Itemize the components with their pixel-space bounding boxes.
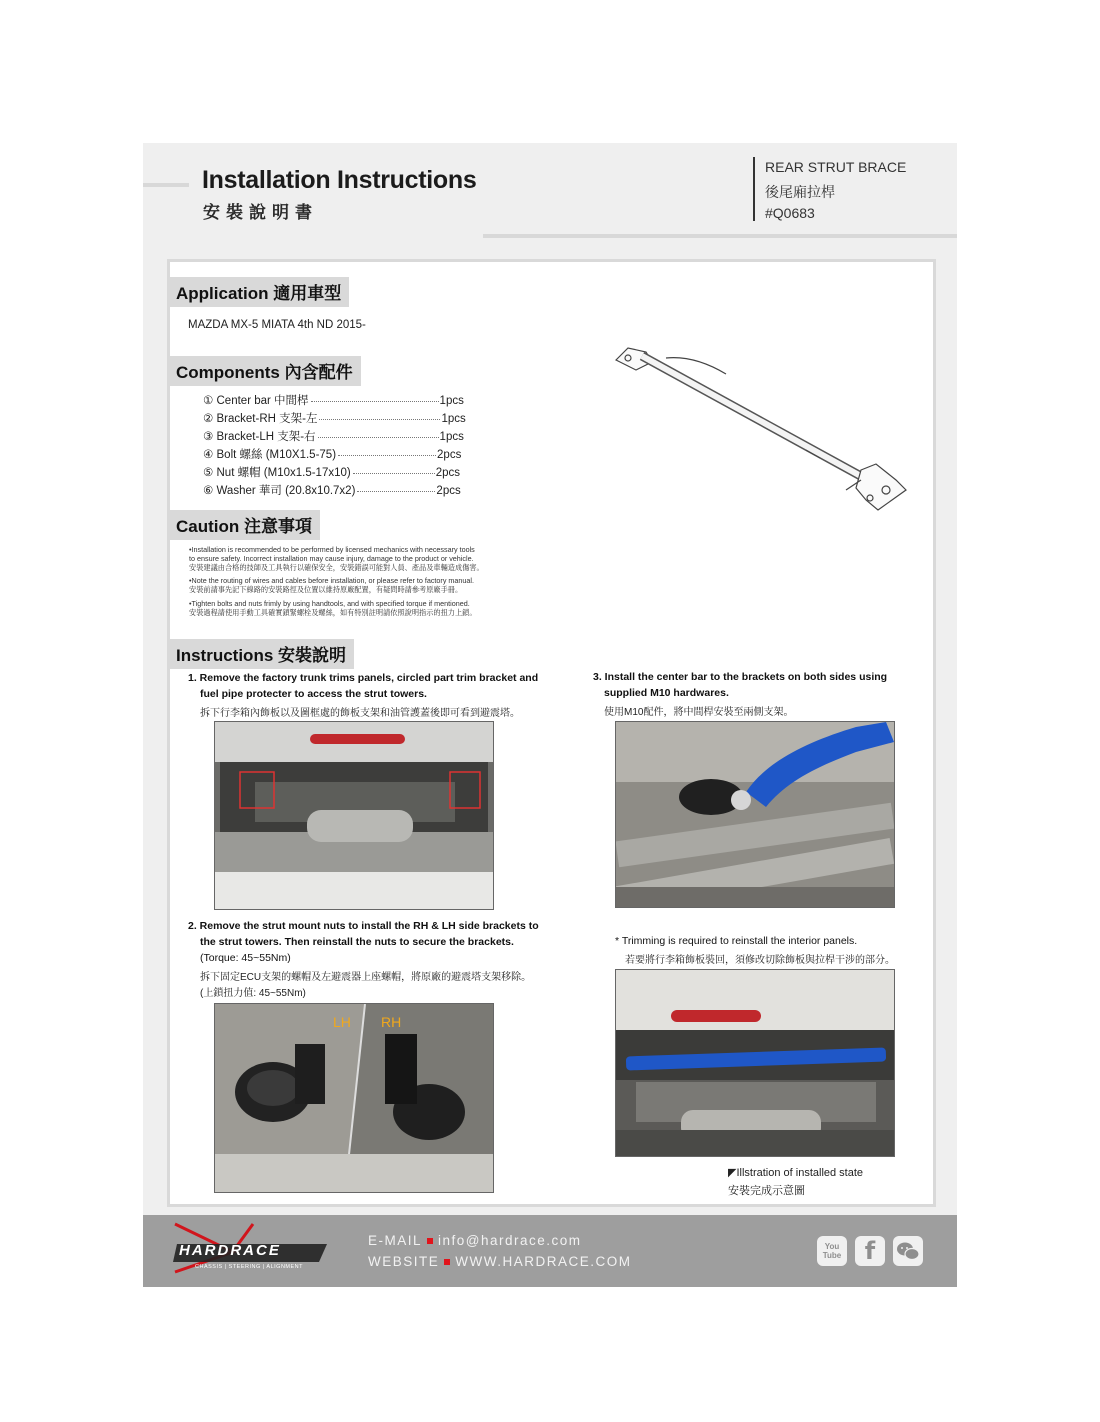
- product-name-zh: 後尾廂拉桿: [765, 184, 835, 200]
- trim-note: * Trimming is required to reinstall the interior panels.: [615, 935, 858, 947]
- youtube-text: You Tube: [822, 1242, 842, 1260]
- website-label: WEBSITE: [368, 1254, 440, 1269]
- component-label: ⑥ Washer 華司 (20.8x10.7x2): [203, 485, 356, 497]
- component-item: [203, 482, 461, 498]
- trim-note-zh: 若要將行李箱飾板裝回，須修改切除飾板與拉桿干涉的部分。: [625, 955, 895, 966]
- product-code: #Q0683: [765, 205, 815, 221]
- installed-photo: [615, 969, 895, 1157]
- website-link[interactable]: WWW.HARDRACE.COM: [455, 1254, 632, 1269]
- lh-label: LH: [333, 1014, 351, 1030]
- caution-line: 安裝前請事先記下線路的安裝路徑及位置以維持原廠配置，有疑問時請參考原廠手冊。: [189, 585, 463, 594]
- email-link[interactable]: info@hardrace.com: [438, 1233, 582, 1248]
- component-item: [203, 446, 461, 462]
- installed-caption-en: Illstration of installed state: [736, 1167, 864, 1179]
- caption-marker-icon: ◤: [728, 1167, 737, 1179]
- email-label: E-MAIL: [368, 1233, 423, 1248]
- instructions-title: Instructions 安裝說明: [167, 639, 354, 669]
- step2-zh-torque: (上鎖扭力值: 45~55Nm): [200, 988, 306, 999]
- step2-line2: the strut towers. Then reinstall the nuts to secure the brackets.: [200, 936, 514, 948]
- component-qty: 2pcs: [436, 485, 461, 497]
- installed-caption: [728, 1166, 863, 1179]
- brand-tagline: CHASSIS | STEERING | ALIGNMENT: [195, 1264, 304, 1270]
- step1-line1: 1. Remove the factory trunk trims panels, circled part trim bracket and: [188, 672, 539, 684]
- application-vehicle: MAZDA MX-5 MIATA 4th ND 2015-: [188, 319, 366, 331]
- step3-photo: [615, 721, 895, 908]
- component-item: [203, 410, 466, 426]
- component-label: ⑤ Nut 螺帽 (M10x1.5-17x10): [203, 467, 351, 479]
- step2-torque: (Torque: 45~55Nm): [200, 952, 291, 964]
- step3-line1: 3. Install the center bar to the brackets on both sides using: [593, 671, 888, 683]
- component-item: [203, 428, 464, 444]
- component-qty: 1pcs: [441, 413, 466, 425]
- component-item: [203, 392, 464, 408]
- caution-line: •Note the routing of wires and cables before installation, or please refer to factory manual.: [189, 576, 474, 585]
- component-label: ① Center bar 中間桿: [203, 395, 309, 407]
- footer-website: [368, 1254, 632, 1269]
- brand-name: HARDRACE: [179, 1242, 281, 1259]
- youtube-icon[interactable]: [817, 1236, 847, 1266]
- page-title-zh: 安裝說明書: [203, 203, 318, 223]
- hardrace-logo: [173, 1222, 333, 1278]
- header-rule-right: [483, 234, 957, 238]
- component-item: [203, 464, 460, 480]
- header-rule-left: [143, 183, 189, 187]
- component-qty: 1pcs: [439, 431, 464, 443]
- rh-label: RH: [381, 1014, 402, 1030]
- wechat-icon[interactable]: [893, 1236, 923, 1266]
- step1-zh: 拆下行李箱內飾板以及圖框處的飾板支架和油管護蓋後即可看到避震塔。: [200, 708, 520, 719]
- step2-photo: [214, 1003, 494, 1193]
- step3-line2: supplied M10 hardwares.: [604, 687, 729, 699]
- step1-line2: fuel pipe protecter to access the strut towers.: [200, 688, 427, 700]
- step1-photo: [214, 721, 494, 910]
- facebook-text: f: [864, 1237, 876, 1265]
- step3-zh: 使用M10配件，將中間桿安裝至兩側支架。: [604, 707, 794, 718]
- page-title: Installation Instructions: [202, 166, 477, 194]
- product-divider: [753, 157, 755, 221]
- components-title: Components 內含配件: [167, 356, 361, 386]
- footer-email: [368, 1233, 582, 1248]
- caution-line: 安裝過程請使用手動工具確實鎖緊螺栓及螺絲，如有特別註明請依照說明指示的扭力上鎖。: [189, 608, 477, 617]
- strut-bar-drawing: [606, 340, 916, 520]
- component-label: ④ Bolt 螺絲 (M10X1.5-75): [203, 449, 337, 461]
- caution-title: Caution 注意事項: [167, 510, 320, 540]
- component-label: ③ Bracket-LH 支架-右: [203, 431, 316, 443]
- caution-line: to ensure safety. Incorrect installation may cause injury, damage to the product or vehicle.: [189, 554, 474, 563]
- product-name: REAR STRUT BRACE: [765, 159, 907, 175]
- facebook-icon[interactable]: [855, 1236, 885, 1266]
- component-label: ② Bracket-RH 支架-左: [203, 413, 318, 425]
- installed-caption-zh: 安裝完成示意圖: [728, 1185, 805, 1197]
- component-qty: 2pcs: [437, 449, 462, 461]
- application-title: Application 適用車型: [167, 277, 349, 307]
- caution-line: •Installation is recommended to be performed by licensed mechanics with necessary tools: [189, 545, 475, 554]
- component-qty: 2pcs: [435, 467, 461, 479]
- step2-zh: 拆下固定ECU支架的螺帽及左避震器上座螺帽，將原廠的避震塔支架移除。: [200, 972, 532, 983]
- caution-line: •Tighten bolts and nuts frimly by using handtools, and with specified torque if mentioned.: [189, 599, 470, 608]
- step2-line1: 2. Remove the strut mount nuts to install the RH & LH side brackets to: [188, 920, 539, 932]
- component-qty: 1pcs: [439, 395, 464, 407]
- caution-line: 安裝建議由合格的技師及工具執行以確保安全，安裝錯誤可能對人員、產品及車輛造成傷害。: [189, 563, 484, 572]
